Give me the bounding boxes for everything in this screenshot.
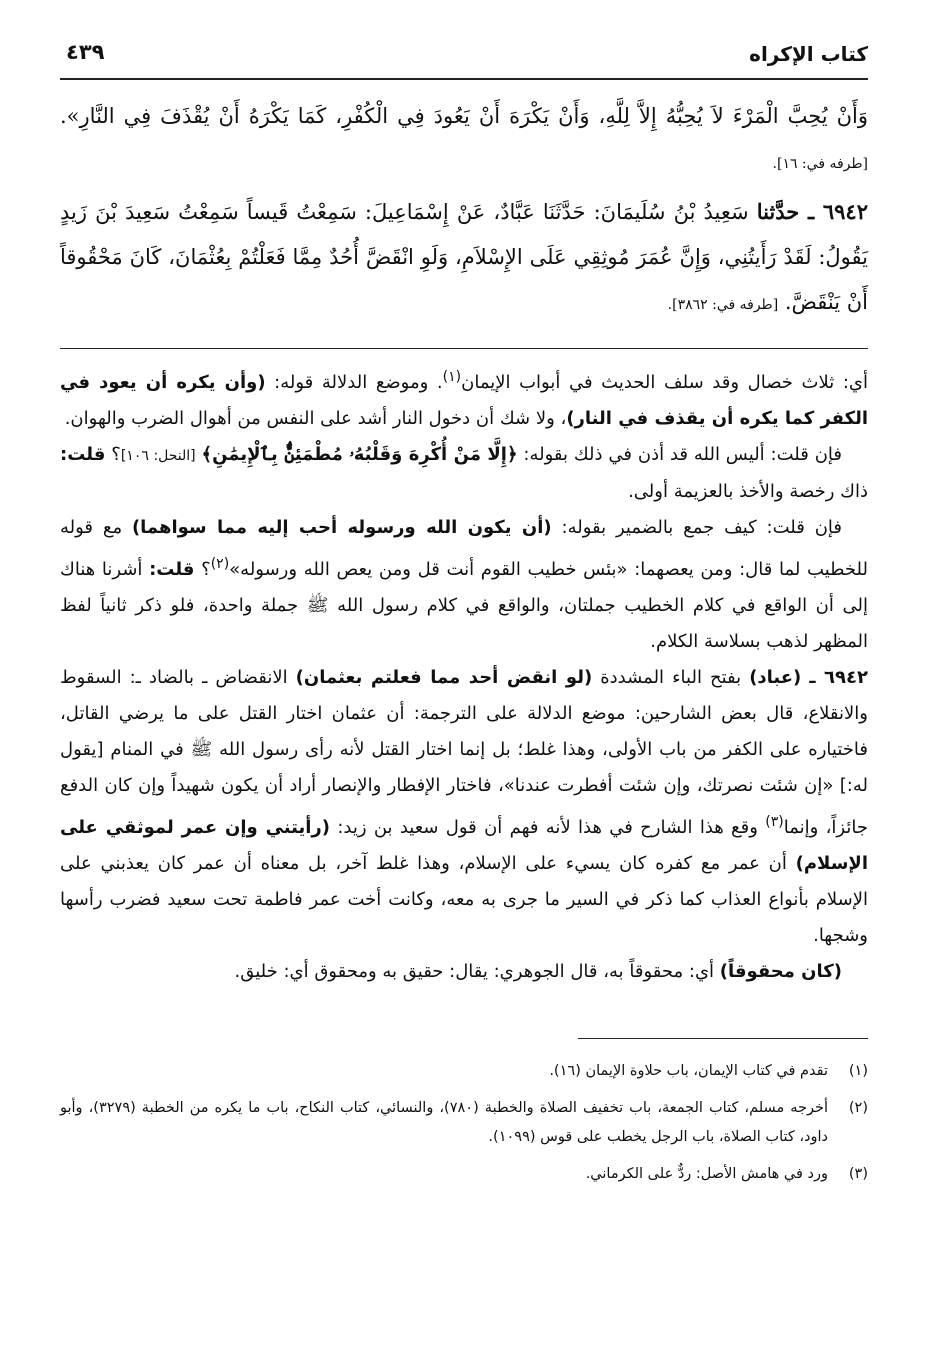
hadith-text (60, 94, 868, 328)
book-title: كتاب الإكراه (749, 42, 868, 66)
footnote-marker[interactable]: (١) (442, 369, 462, 385)
footnote-number: (٢) (848, 1100, 868, 1116)
footnote-text: أخرجه مسلم، كتاب الجمعة، باب تخفيف الصلاة والخطبة (٧٨٠)، والنسائي، كتاب النكاح، باب ما يكره من الخطبة (٣٢٧٩)، وأبو داود، كتاب الصلاة، باب الرجل يخطب على قوس (١٠٩٩). (60, 1100, 828, 1145)
section-divider (60, 348, 868, 349)
footnote (60, 1160, 868, 1189)
hadith-number: ٦٩٤٢ ـ (809, 667, 868, 688)
quran-verse: ﴿إِلَّا مَنْ أُكْرِهَ وَقَلْبُهُۥ مُطْمَئِنٌّۢ بِٱلْإِيمَٰنِ﴾ (201, 444, 518, 465)
footnotes (60, 1057, 868, 1189)
hadith-cross-reference: [طرفه في: ١٦]. (772, 156, 868, 172)
commentary-paragraph: أي: ثلاث خصال وقد سلف الحديث في أبواب الإيمان$^{(١)}$. وموضع الدلالة قوله: (وأن يكره أن يعود في الكفر كما يكره أن يقذف في النار)، ولا شك أن دخول النار أشد على النفس من أهوال الضرب والهوان. (60, 369, 868, 429)
page-number: ٤٣٩ (66, 40, 105, 64)
book-page (60, 34, 868, 1197)
hadith-continuation: وَأَنْ يُحِبَّ الْمَرْءَ لاَ يُحِبُّهُ إِلاَّ لِلَّهِ، وَأَنْ يَكْرَهَ أَنْ يَعُودَ فِي الْكُفْرِ، كَمَا يَكْرَهُ أَنْ يُقْذَفَ فِي النَّارِ». [طرفه في: ١٦]. (60, 104, 868, 172)
page-header (60, 34, 868, 80)
quran-reference: [النحل: ١٠٦] (120, 448, 196, 464)
footnote-divider (578, 1038, 868, 1039)
commentary-paragraph: (كان محقوقاً) أي: محقوقاً به، قال الجوهري: يقال: حقيق به ومحقوق أي: خليق. (234, 961, 842, 982)
commentary-paragraph: ٦٩٤٢ ـ (عباد) بفتح الباء المشددة (لو انقض أحد مما فعلتم بعثمان) الانقضاض ـ بالضاد ـ: السقوط والانقلاع، قال بعض الشارحين: موضع الدلالة على الترجمة: أن عثمان اختار القتل على ما يرضي القاتل، فاختياره على الكفر من باب الأولى، وهذا غلط؛ بل إنما اختار القتل لأنه رأى رسول الله ﷺ في المنام [يقول له:] «إن شئت نصرتك، وإن شئت أفطرت عندنا»، فاختار الإفطار والإنصار أراد أن يكون شهيداً وإن كان الدفع جائزاً، وإنما$^{(٣)}$ وقع هذا الشارح في هذا لأنه فهم أن قول سعيد بن زيد: (رأيتني وإن عمر لموثقي على الإسلام) أن عمر مع كفره كان يسيء على الإسلام، وهذا غلط آخر، بل معناه أن عمر كان يعذبني على الإسلام بأنواع العذاب كما ذكر في السير ما جرى به معه، وكانت أخت عمر فاطمة تحت سعيد فضرب رأسها وشجها. (60, 667, 868, 946)
hadith-cross-reference: [طرفه في: ٣٨٦٢]. (667, 297, 779, 313)
footnote-text: ورد في هامش الأصل: ردٌّ على الكرماني. (585, 1166, 828, 1182)
footnote (60, 1094, 868, 1152)
hadith-number: ٦٩٤٢ ـ حدَّثنا (756, 199, 868, 224)
footnote-marker[interactable]: (٣) (765, 814, 784, 830)
footnote-marker[interactable]: (٢) (210, 556, 230, 572)
hadith-6942: ٦٩٤٢ ـ حدَّثنا سَعِيدُ بْنُ سُلَيمَانَ: حَدَّثَنَا عَبَّادٌ، عَنْ إِسْمَاعِيلَ: سَمِعْتُ قَيساً سَمِعْتُ سَعِيدَ بْنَ زَيدٍ يَقُولُ: لَقَدْ رَأَيتُنِي، وَإِنَّ عُمَرَ مُوثِقِي عَلَى الإِسْلاَمِ، وَلَوِ انْقَضَّ أُحُدٌ مِمَّا فَعَلْتُمْ بِعُثْمَانَ، كَانَ مَحْقُوقاً أَنْ يَنْقَضَّ. [طرفه في: ٣٨٦٢]. (60, 199, 868, 314)
footnote-number: (١) (848, 1063, 868, 1079)
commentary (60, 359, 868, 990)
footnote-text: تقدم في كتاب الإيمان، باب حلاوة الإيمان (١٦). (549, 1063, 828, 1079)
footnote (60, 1057, 868, 1086)
footnote-number: (٣) (848, 1166, 868, 1182)
commentary-paragraph: فإن قلت: أليس الله قد أذن في ذلك بقوله: ﴿إِلَّا مَنْ أُكْرِهَ وَقَلْبُهُۥ مُطْمَئِنٌّۢ بِٱلْإِيمَٰنِ﴾ [النحل: ١٠٦]؟ قلت: ذاك رخصة والأخذ بالعزيمة أولى. (60, 444, 868, 502)
commentary-paragraph: فإن قلت: كيف جمع بالضمير بقوله: (أن يكون الله ورسوله أحب إليه مما سواهما) مع قوله للخطيب لما قال: ومن يعصهما: «بئس خطيب القوم أنت قل ومن يعص الله ورسوله»$^{(٢)}$؟ قلت: أشرنا هناك إلى أن الواقع في كلام الخطيب جملتان، والواقع في كلام رسول الله ﷺ جملة واحدة، فلو ذكر ثانياً لفظ المظهر لذهب بسلاسة الكلام. (60, 517, 868, 652)
